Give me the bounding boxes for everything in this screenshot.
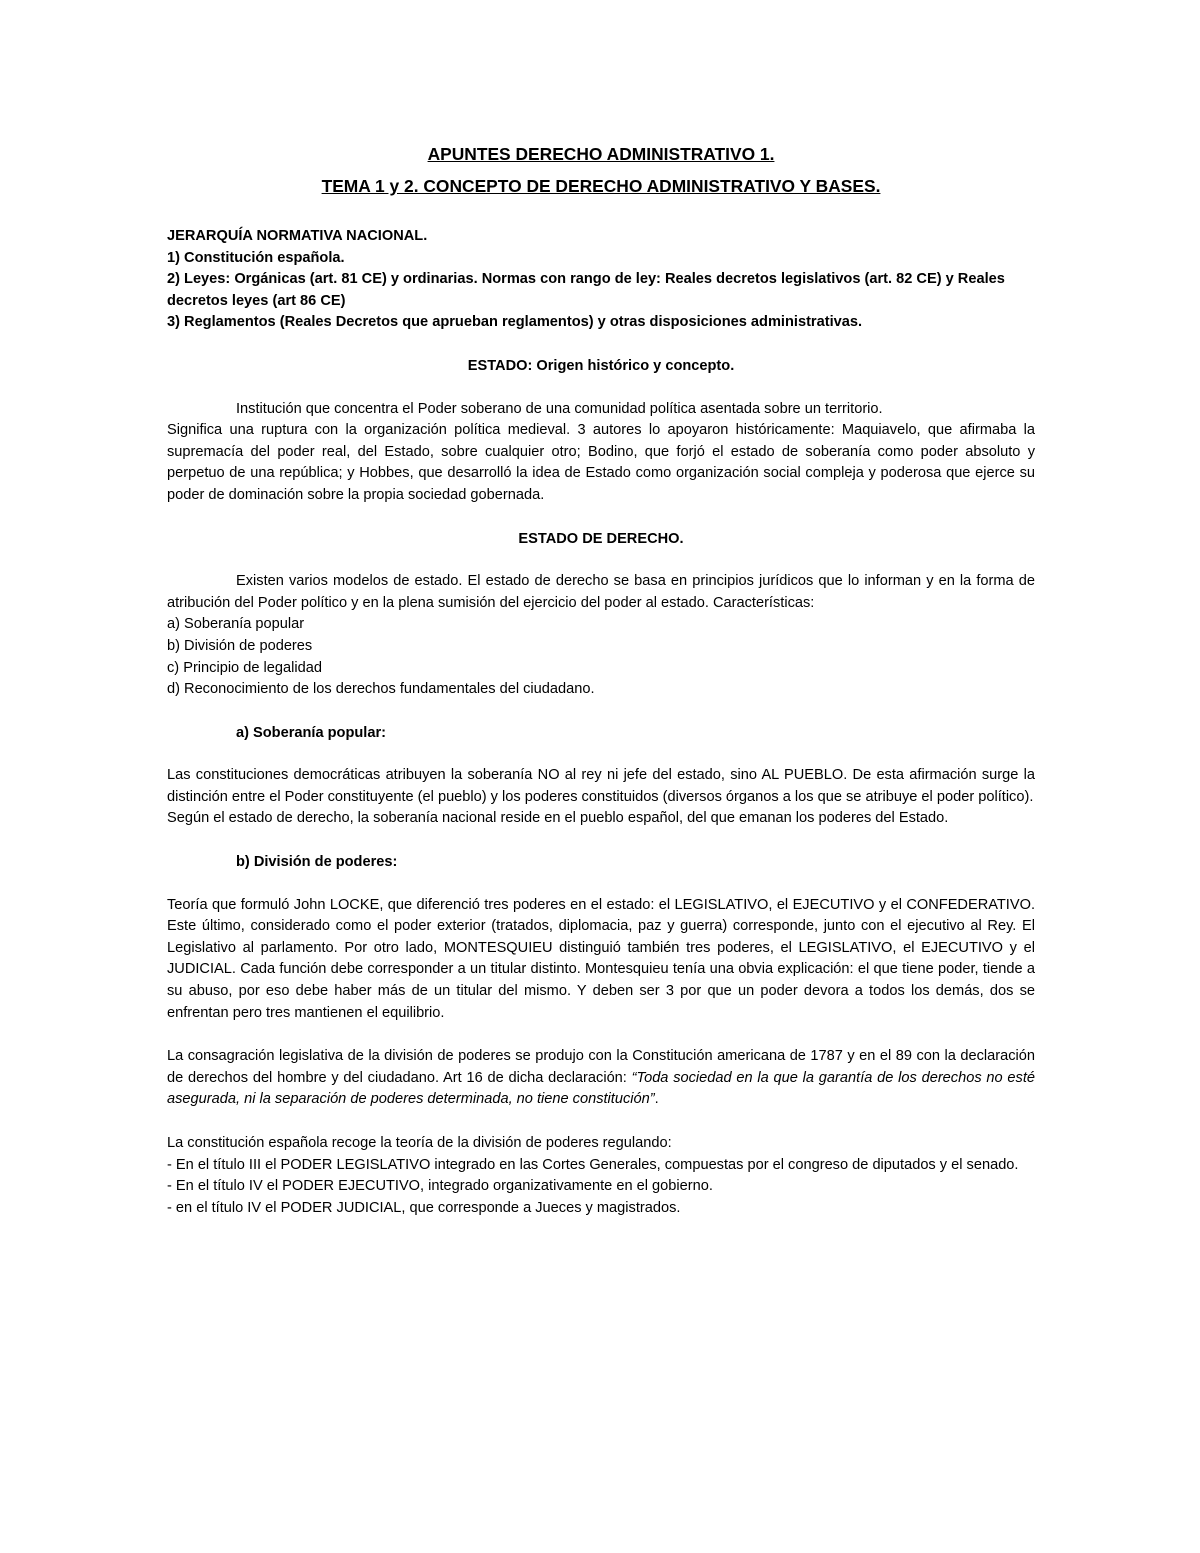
title-line-1: APUNTES DERECHO ADMINISTRATIVO 1. (427, 144, 775, 164)
list-item: - en el título IV el PODER JUDICIAL, que corresponde a Jueces y magistrados. (167, 1199, 681, 1216)
list-item: a) Soberanía popular (167, 616, 305, 633)
jerarquia-heading: JERARQUÍA NORMATIVA NACIONAL. (167, 228, 428, 244)
division-heading: b) División de poderes: (236, 854, 398, 871)
list-item: - En el título IV el PODER EJECUTIVO, integrado organizativamente en el gobierno. (167, 1178, 713, 1195)
division-section (167, 852, 1035, 1219)
division-paragraph-1: Teoría que formuló John LOCKE, que diferenció tres poderes en el estado: el LEGISLATIVO, el EJECUTIVO y el CONFEDERATIVO. Este último, considerado como el poder exterior (tratados, diplomacia, paz y guerra) corresponde, junto con el ejecutivo al Rey. El Legislativo al parlamento. Por otro lado, MONTESQUIEU distinguió también tres poderes, el LEGISLATIVO, el EJECUTIVO y el JUDICIAL. Cada función debe corresponder a un titular distinto. Montesquieu tenía una obvia explicación: el que tiene poder, tiende a su abuso, por eso debe haber más de un titular del mismo. Y deben ser 3 por que un poder devora a todos los demás, dos se enfrentan pero tres mantienen el equilibrio. (167, 896, 1035, 1021)
soberania-heading: a) Soberanía popular: (236, 724, 387, 741)
division-paragraph-3-intro: La constitución española recoge la teoría de la división de poderes regulando: (167, 1135, 672, 1151)
list-item: b) División de poderes (167, 637, 313, 654)
estado-paragraph-1: Institución que concentra el Poder soberano de una comunidad política asentada sobre un territorio. (236, 400, 883, 417)
list-item: d) Reconocimiento de los derechos fundamentales del ciudadano. (167, 681, 595, 698)
paragraph-gap (167, 1111, 1035, 1133)
title-line-2: TEMA 1 y 2. CONCEPTO DE DERECHO ADMINISTRATIVO Y BASES. (321, 176, 881, 196)
jerarquia-item: 2) Leyes: Orgánicas (art. 81 CE) y ordinarias. Normas con rango de ley: Reales decretos legislativos (art. 82 CE) y Reales decretos leyes (art 86 CE) (167, 271, 1005, 309)
estado-derecho-heading: ESTADO DE DERECHO. (518, 530, 684, 547)
estado-heading: ESTADO: Origen histórico y concepto. (467, 357, 735, 374)
estado-paragraph-2: Significa una ruptura con la organización política medieval. 3 autores lo apoyaron históricamente: Maquiavelo, que afirmaba la supremacía del poder real, del Estado, sobre cualquier otro; Bodino, que forjó el estado de soberanía como poder absoluto y perpetuo de una república; y Hobbes, que desarrolló la idea de Estado como organización social compleja y poderosa que ejerce su poder de dominación sobre la propia sociedad gobernada. (167, 422, 1035, 503)
estado-derecho-intro: Existen varios modelos de estado. El estado de derecho se basa en principios jurídicos que lo informan y en la forma de atribución del Poder político y en la plena sumisión del ejercicio del poder al estado. Características: (167, 573, 1035, 611)
declaration-quote: “Toda sociedad en la que la garantía de los derechos no esté asegurada, ni la separación de poderes determinada, no tiene constitución” (167, 1069, 1035, 1108)
division-paragraph-2-end: . (654, 1091, 659, 1108)
document-title (167, 140, 1035, 200)
jerarquia-section (167, 226, 1035, 334)
jerarquia-item: 3) Reglamentos (Reales Decretos que aprueban reglamentos) y otras disposiciones administrativas. (167, 314, 863, 331)
division-paragraph-2-text: La consagración legislativa de la división de poderes se produjo con la Constitución americana de 1787 y en el 89 con la declaración de derechos del hombre y del ciudadano. Art 16 de dicha declaración: (167, 1048, 1035, 1086)
list-item: - En el título III el PODER LEGISLATIVO integrado en las Cortes Generales, compuestas por el congreso de diputados y el senado. (167, 1156, 1019, 1173)
division-paragraph-2 (167, 1046, 1035, 1111)
estado-derecho-section (167, 529, 1035, 701)
jerarquia-item: 1) Constitución española. (167, 249, 345, 266)
soberania-paragraph-1: Las constituciones democráticas atribuyen la soberanía NO al rey ni jefe del estado, sino AL PUEBLO. De esta afirmación surge la distinción entre el Poder constituyente (el pueblo) y los poderes constituidos (diversos órganos a los que se atribuye el poder político). (167, 767, 1035, 805)
paragraph-gap (167, 1024, 1035, 1046)
soberania-paragraph-2: Según el estado de derecho, la soberanía nacional reside en el pueblo español, del que emanan los poderes del Estado. (167, 810, 949, 827)
soberania-section (167, 723, 1035, 830)
estado-section (167, 356, 1035, 507)
list-item: c) Principio de legalidad (167, 659, 322, 676)
